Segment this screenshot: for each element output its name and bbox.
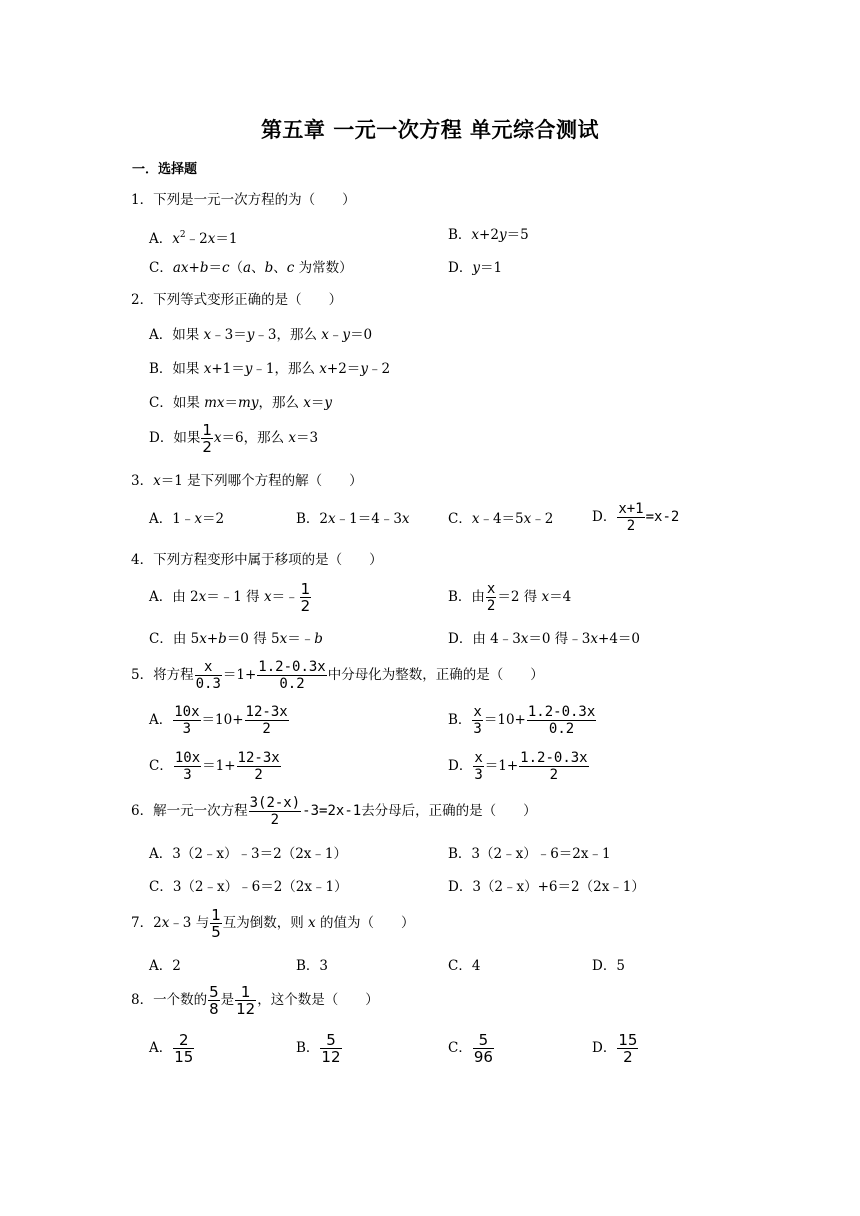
question-4-stem: 4．下列方程变形中属于移项的是（ ） bbox=[131, 552, 383, 568]
question-7-option-d: D．5 bbox=[592, 958, 625, 974]
question-6-stem-suffix: 去分母后，正确的是（ ） bbox=[361, 803, 537, 819]
question-5-option-d: D． $\frac{x}{3}$ ＝1+ $\frac{1.2-0.3x}{2}$ bbox=[448, 750, 588, 783]
question-8-option-b: B． $\frac{5}{12}$ bbox=[296, 1031, 341, 1066]
question-2-option-b: B．如果 x+1＝y﹣1，那么 x+2＝y﹣2 bbox=[149, 361, 391, 377]
question-5-stem: 5．将方程 $\frac{x}{0.3}$ ＝1+ $\frac{1.2-0.3x}{0.2}$ 中分母化为整数，正确的是（ ） bbox=[131, 659, 544, 692]
question-7-option-c: C．4 bbox=[448, 958, 481, 974]
question-4-option-d: D．由 4﹣3x＝0 得﹣3x+4＝0 bbox=[448, 631, 641, 647]
question-1-option-c: C．ax+b＝c（a、b、c 为常数） bbox=[149, 260, 353, 276]
question-8-option-d: D． $\frac{15}{2}$ bbox=[592, 1031, 638, 1066]
section-heading: 一．选择题 bbox=[132, 162, 198, 177]
question-2-option-c: C．如果 mx＝my，那么 x＝y bbox=[149, 395, 333, 411]
question-3-option-d: D． $\frac{x+1}{2}$ =x-2 bbox=[592, 501, 680, 534]
question-3-option-c: C．x﹣4＝5x﹣2 bbox=[448, 511, 554, 527]
question-3-stem-text: ＝1 是下列哪个方程的解（ ） bbox=[160, 473, 363, 489]
question-3-option-a: A．1﹣x＝2 bbox=[149, 511, 225, 527]
question-2-stem: 2．下列等式变形正确的是（ ） bbox=[131, 292, 343, 308]
question-6-stem: 6．解一元一次方程 $\frac{3(2-x)}{2}$ -3=2x-1去分母后，正确的是（ ） bbox=[131, 795, 537, 828]
question-7-option-a: A．2 bbox=[149, 958, 181, 974]
question-8-option-a-label: A． bbox=[149, 1040, 173, 1056]
question-8-stem: 8．一个数的 $\frac{5}{8}$ 是 $\frac{1}{12}$ ，这个数是（ ） bbox=[131, 983, 379, 1018]
question-7-stem: 7．2x﹣3 与 $\frac{1}{5}$ 互为倒数，则 x 的值为（ ） bbox=[131, 906, 415, 941]
question-4-option-b: B．由 $\frac{x}{2}$ ＝2 得 x＝4 bbox=[448, 581, 572, 614]
question-7-option-b: B．3 bbox=[296, 958, 329, 974]
question-8-option-d-label: D． bbox=[592, 1040, 617, 1056]
question-1-stem: 1．下列是一元一次方程的为（ ） bbox=[131, 192, 356, 208]
question-6-option-a: A．3（2﹣x）﹣3＝2（2x﹣1） bbox=[149, 846, 348, 862]
page-title: 第五章 一元一次方程 单元综合测试 bbox=[260, 118, 600, 142]
question-5-stem-prefix: 5．将方程 bbox=[131, 667, 194, 683]
question-4-option-a: A．由 2x＝﹣1 得 x＝﹣ $\frac{1}{2}$ bbox=[149, 580, 311, 615]
question-1-option-a: A．$x^2﹣2x=1$ bbox=[149, 230, 238, 247]
question-8-option-c: C． $\frac{5}{96}$ bbox=[448, 1031, 493, 1066]
question-2-option-d: D．如果 $\frac{1}{2}$ x＝6，那么 x＝3 bbox=[149, 421, 319, 456]
question-6-option-c: C．3（2﹣x）﹣6＝2（2x﹣1） bbox=[149, 879, 348, 895]
question-4-option-c: C．由 5x+b＝0 得 5x＝﹣b bbox=[149, 631, 323, 647]
question-5-stem-suffix: 中分母化为整数，正确的是（ ） bbox=[327, 667, 544, 683]
question-2-option-a: A．如果 x﹣3＝y﹣3，那么 x﹣y＝0 bbox=[149, 327, 373, 343]
question-5-option-c: C． $\frac{10x}{3}$ ＝1+ $\frac{12-3x}{2}$ bbox=[149, 750, 280, 783]
question-6-option-b: B．3（2﹣x）﹣6＝2x﹣1 bbox=[448, 846, 611, 862]
question-8-option-a: A． $\frac{2}{15}$ bbox=[149, 1031, 194, 1066]
question-1-option-d: D．y＝1 bbox=[448, 260, 503, 276]
question-3-option-b: B．2x﹣1＝4﹣3x bbox=[296, 511, 410, 527]
question-3-stem: 3．x＝1 是下列哪个方程的解（ ） bbox=[131, 473, 363, 489]
question-5-option-b: B． $\frac{x}{3}$ ＝10+ $\frac{1.2-0.3x}{0.2}$ bbox=[448, 704, 596, 737]
question-1-option-b: B．x+2y＝5 bbox=[448, 227, 529, 243]
question-8-option-c-label: C． bbox=[448, 1040, 472, 1056]
question-6-stem-prefix: 6．解一元一次方程 bbox=[131, 803, 248, 819]
question-8-option-b-label: B． bbox=[296, 1040, 320, 1056]
question-5-option-a: A． $\frac{10x}{3}$ ＝10+ $\frac{12-3x}{2}$ bbox=[149, 704, 288, 737]
question-6-option-d: D．3（2﹣x）+6＝2（2x﹣1） bbox=[448, 879, 645, 895]
